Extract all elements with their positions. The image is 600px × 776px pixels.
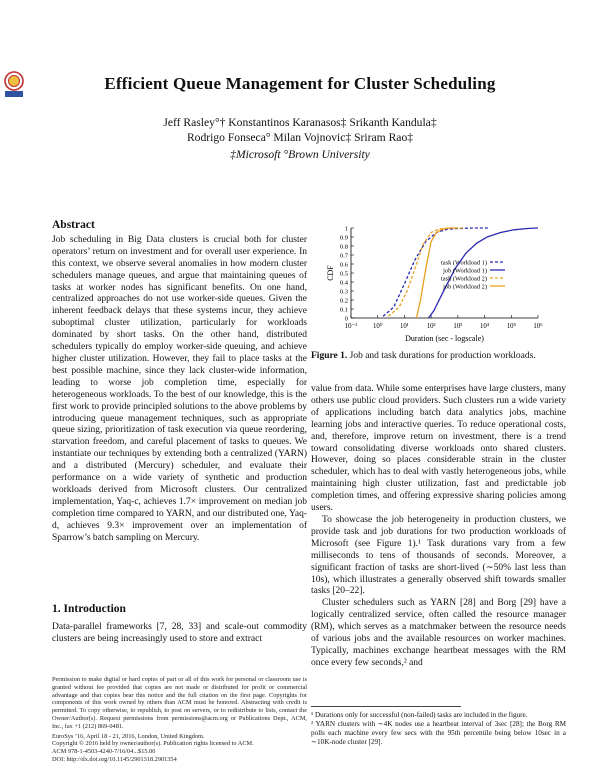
intro-heading: 1. Introduction bbox=[52, 603, 126, 615]
x-tick-label: 10⁶ bbox=[533, 323, 543, 330]
y-tick-label: 0.8 bbox=[339, 243, 348, 251]
right-footnote-rule bbox=[311, 706, 461, 710]
footnote-copyright: Copyright © 2016 held by owner/author(s). Publication rights licensed to ACM. bbox=[52, 740, 254, 748]
y-tick-label: 0.1 bbox=[339, 306, 348, 314]
figure-caption bbox=[311, 351, 566, 363]
authors-line-2: Rodrigo Fonseca° Milan Vojnovic‡ Sriram Rao‡ bbox=[186, 131, 414, 144]
x-tick-label: 10¹ bbox=[400, 323, 409, 330]
right-paragraph-3: Cluster schedulers such as YARN [28] and Borg [29] have a logically centralized service, often called the resource manager (RM), which serves as a matchmaker between the resource needs of various jobs and the available resources on worker machines. Typically, machines exchange heartbeat messages with the RM once every few seconds,² and bbox=[311, 598, 566, 668]
legend-label-1: task (Workload 1) bbox=[441, 259, 487, 267]
intro-section bbox=[52, 604, 307, 646]
affiliations: ‡Microsoft °Brown University bbox=[230, 148, 370, 161]
legend-label-4: job (Workload 2) bbox=[443, 283, 487, 291]
y-axis-label: CDF bbox=[326, 265, 335, 281]
footnote-permission: Permission to make digital or hard copies of part or all of this work for personal or classroom use is granted without fee provided that copies are not made or distributed for profit or commercial advantage and that copies bear this notice and the full citation on the first page. Copyrights for components of this work owned by others than ACM must be honored. Abstracting with credit is permitted. To copy otherwise, to republish, to post on servers, or to redistribute to lists, contact the Owner/Author(s). Request permissions from permissions@acm.org or Publications Dept., ACM, Inc., fax +1 (212) 869-0481. bbox=[52, 676, 307, 730]
right-footnote-1: ¹ Durations only for successful (non-failed) tasks are included in the figure. bbox=[311, 711, 528, 719]
cdf-chart bbox=[311, 218, 573, 350]
y-tick-label: 0.7 bbox=[339, 252, 348, 260]
footnote-conference: EuroSys ’16, April 18 - 21, 2016, London, United Kingdom. bbox=[52, 732, 205, 740]
right-paragraph-2: To showcase the job heterogeneity in production clusters, we provide task and job durations for two production workloads of Microsoft (see Figure 1).¹ Task durations vary from a few milliseconds to tens of thousands of seconds. Moreover, a significant fraction of tasks are short-lived (∼50% last less than 10s), which illustrates a generally observed shift towards smaller tasks [20–22]. bbox=[311, 514, 566, 597]
x-tick-label: 10³ bbox=[453, 323, 463, 330]
y-tick-label: 0.2 bbox=[339, 297, 348, 305]
right-footnotes bbox=[311, 711, 566, 747]
y-tick-label: 0.5 bbox=[339, 270, 348, 278]
abstract-heading: Abstract bbox=[52, 219, 95, 231]
abstract-text: Job scheduling in Big Data clusters is crucial both for cluster operators’ return on investment and for overall user experience. In this context, we observe several anomalies in how modern cluster schedulers manage queues, and argue that maintaining queues of tasks at worker nodes has significant benefits. On one hand, centralized approaches do not use worker-side queues. Given the inherent feedback delays that these systems incur, they achieve suboptimal cluster utilization, particularly for workloads dominated by short tasks. On the other hand, distributed schedulers typically do employ worker-side queuing, and achieve higher cluster utilization. However, they fail to place tasks at the best possible machine, since they lack cluster-wide information, leading to worse job completion time, especially for heterogeneous workloads. To the best of our knowledge, this is the first work to provide principled solutions to the above problems by introducing queue management techniques, such as appropriate queue sizing, prioritization of task execution via queue reordering, starvation freedom, and careful placement of tasks to queues. We instantiate our techniques by extending both a centralized (YARN) and a distributed (Mercury) scheduler, and evaluate their performance on a wide variety of synthetic and production workloads derived from Microsoft clusters. Our centralized implementation, Yaq-c, achieves 1.7× improvement on median job completion time compared to YARN, and our distributed one, Yaq-d, achieves 9.3× improvement over an implementation of Sparrow’s batch sampling on Mercury. bbox=[52, 234, 307, 543]
x-tick-label: 10² bbox=[426, 323, 436, 330]
x-tick-label: 10⁰ bbox=[372, 323, 383, 330]
y-tick-label: 0.4 bbox=[339, 279, 348, 287]
y-tick-label: 0 bbox=[344, 315, 348, 323]
y-tick-label: 0.6 bbox=[339, 261, 348, 269]
legend-label-2: job (Workload 1) bbox=[443, 267, 487, 275]
right-footnote-2: ² YARN clusters with ∼4K nodes use a heartbeat interval of 3sec [28]; the Borg RM polls each machine every few secs with the 95th percentile being below 10sec in a ∼10K-node cluster [29]. bbox=[311, 720, 566, 746]
paper-title: Efficient Queue Management for Cluster Scheduling bbox=[104, 74, 496, 93]
x-axis-label: Duration (sec - logscale) bbox=[405, 334, 484, 343]
figure-caption-label: Figure 1. bbox=[311, 351, 348, 361]
authors-line-1: Jeff Rasley°† Konstantinos Karanasos‡ Srikanth Kandula‡ bbox=[163, 116, 437, 129]
footnote-doi: DOI: http://dx.doi.org/10.1145/2901318.2901354 bbox=[52, 755, 177, 763]
x-tick-label: 10⁵ bbox=[506, 323, 516, 330]
y-tick-label: 1 bbox=[344, 225, 348, 233]
copyright-footnote bbox=[52, 676, 307, 764]
right-column-text bbox=[311, 384, 566, 670]
x-tick-label: 10⁴ bbox=[479, 323, 490, 330]
y-tick-label: 0.3 bbox=[339, 288, 348, 296]
intro-text: Data-parallel frameworks [7, 28, 33] and scale-out commodity clusters are being increasingly used to store and extract bbox=[52, 621, 307, 644]
x-tick-label: 10⁻¹ bbox=[344, 323, 358, 330]
abstract-section bbox=[52, 220, 307, 544]
right-paragraph-1: value from data. While some enterprises have large clusters, many others use public cloud providers. Such clusters run a wide variety of applications including batch data analytics jobs, machine learning jobs and interactive queries. To reduce operational costs, and, therefore, improve return on investment, there is a trend toward consolidating diverse workloads onto shared clusters. However, doing so places considerable strain in the cluster scheduler, which has to deal with vastly heterogeneous jobs, while maintaining high cluster utilization, fast and predictable job completion times, and offering expressive sharing policies among users. bbox=[311, 384, 566, 514]
legend-label-3: task (Workload 2) bbox=[441, 275, 487, 283]
figure-caption-text: Job and task durations for production workloads. bbox=[349, 351, 536, 361]
y-tick-label: 0.9 bbox=[339, 234, 348, 242]
footnote-isbn: ACM 978-1-4503-4240-7/16/04...$15.00 bbox=[52, 748, 156, 756]
